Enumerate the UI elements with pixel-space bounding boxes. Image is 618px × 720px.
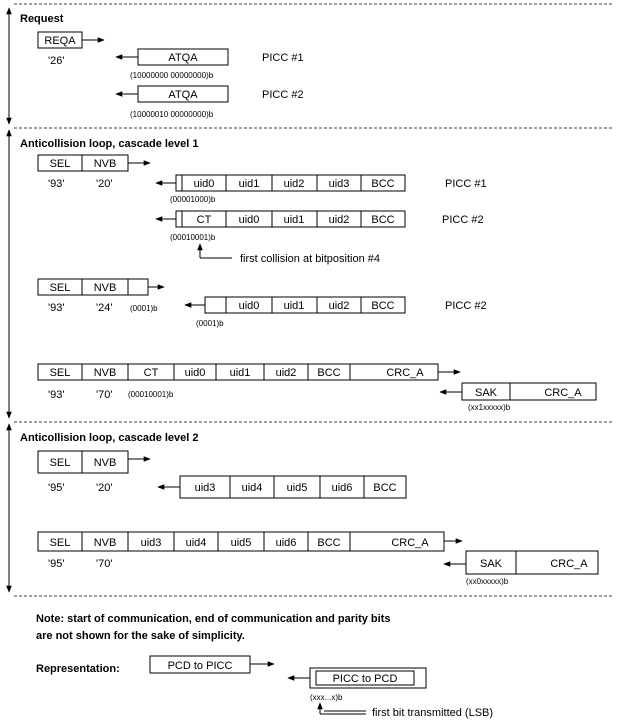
l2-cmd2-cell-3: uid4 xyxy=(185,537,207,549)
collision-note: first collision at bitposition #4 xyxy=(240,253,381,265)
legend-first-bit: first bit transmitted (LSB) xyxy=(372,707,494,719)
l1-resp3-cell-3: BCC xyxy=(371,300,395,312)
l1-resp1-cell-2: uid2 xyxy=(283,178,305,190)
l1-cmd2-sel: SEL xyxy=(49,282,71,294)
note-line-2: are not shown for the sake of simplicity. xyxy=(36,630,245,642)
l1-resp3-bits: (0001)b xyxy=(196,319,224,328)
l2-sak-label: SAK xyxy=(479,558,503,570)
l2-cmd2-frame xyxy=(38,532,462,570)
l1-cmd1-frame xyxy=(38,155,150,190)
l1-cmd3-cell-6: BCC xyxy=(317,367,341,379)
section-title-level2: Anticollision loop, cascade level 2 xyxy=(20,432,199,444)
section-title-request: Request xyxy=(20,13,64,25)
atqa1-picc: PICC #1 xyxy=(262,52,304,64)
l1-resp2-picc: PICC #2 xyxy=(442,214,484,226)
l2-cmd2-cell-6: BCC xyxy=(317,537,341,549)
l2-resp1-cell-2: uid5 xyxy=(286,482,308,494)
l2-cmd2-cell-1: NVB xyxy=(93,537,117,549)
l2-cmd2-cell-7: CRC_A xyxy=(391,537,429,549)
l1-resp3-cell-1: uid1 xyxy=(283,300,305,312)
l2-cmd2-cell-2: uid3 xyxy=(140,537,162,549)
l1-resp3-frame xyxy=(185,297,487,328)
l2-cmd2-sel-code: '95' xyxy=(48,558,65,570)
l1-cmd2-bits: (0001)b xyxy=(130,304,158,313)
l2-cmd1-nvb: NVB xyxy=(93,457,117,469)
l1-sak-crc: CRC_A xyxy=(544,387,582,399)
l2-resp1-cell-3: uid6 xyxy=(331,482,353,494)
collision-pointer xyxy=(200,244,380,265)
l2-cmd1-frame xyxy=(38,451,150,494)
legend-picc-label: PICC to PCD xyxy=(332,673,398,685)
l1-cmd1-nvb-code: '20' xyxy=(96,178,113,190)
l1-sak-bits: (xx1xxxxx)b xyxy=(468,403,511,412)
l1-resp3-cell-0: uid0 xyxy=(238,300,260,312)
l1-resp1-bits: (00001000)b xyxy=(170,195,216,204)
representation-label: Representation: xyxy=(36,663,120,675)
legend-pcd-label: PCD to PICC xyxy=(167,660,233,672)
l2-cmd2-cell-0: SEL xyxy=(49,537,71,549)
l1-cmd3-cell-7: CRC_A xyxy=(386,367,424,379)
l2-resp1-cell-4: BCC xyxy=(373,482,397,494)
l2-cmd1-sel-code: '95' xyxy=(48,482,65,494)
l1-resp2-frame xyxy=(156,211,484,242)
l1-resp1-cell-3: uid3 xyxy=(328,178,350,190)
l1-cmd2-sel-code: '93' xyxy=(48,302,65,314)
l1-cmd2-frame xyxy=(38,279,164,314)
l1-resp3-cell-2: uid2 xyxy=(328,300,350,312)
atqa2-label: ATQA xyxy=(168,89,198,101)
atqa1-bits: (10000000 00000000)b xyxy=(130,71,214,80)
legend-picc-to-pcd xyxy=(288,668,493,719)
reqa-code: '26' xyxy=(48,55,65,67)
l2-sak-bits: (xx0xxxxx)b xyxy=(466,577,509,586)
l2-resp1-frame xyxy=(158,476,406,498)
l1-resp2-cell-1: uid0 xyxy=(238,214,260,226)
atqa2-picc: PICC #2 xyxy=(262,89,304,101)
l1-cmd2-nvb: NVB xyxy=(93,282,117,294)
l1-resp2-cell-3: uid2 xyxy=(328,214,350,226)
section-title-level1: Anticollision loop, cascade level 1 xyxy=(20,138,199,150)
atqa1-frame xyxy=(116,49,304,80)
l2-sak-frame xyxy=(444,551,598,586)
l1-resp1-cell-0: uid0 xyxy=(193,178,215,190)
l2-resp1-cell-0: uid3 xyxy=(194,482,216,494)
l1-resp1-frame xyxy=(156,175,487,204)
l1-resp2-cell-4: BCC xyxy=(371,214,395,226)
l1-cmd3-sel-code: '93' xyxy=(48,389,65,401)
reqa-label: REQA xyxy=(44,35,76,47)
l2-resp1-cell-1: uid4 xyxy=(241,482,263,494)
l1-cmd1-nvb: NVB xyxy=(93,158,117,170)
l2-cmd1-nvb-code: '20' xyxy=(96,482,113,494)
l1-resp2-cell-0: CT xyxy=(196,214,212,226)
note-line-1: Note: start of communication, end of communication and parity bits xyxy=(36,613,391,625)
l1-resp1-picc: PICC #1 xyxy=(445,178,487,190)
l1-resp1-cell-4: BCC xyxy=(371,178,395,190)
l1-cmd3-cell-2: CT xyxy=(143,367,159,379)
l1-cmd3-bits: (00010001)b xyxy=(128,390,174,399)
l1-sak-label: SAK xyxy=(474,387,498,399)
l1-resp2-cell-2: uid1 xyxy=(283,214,305,226)
atqa2-frame xyxy=(116,86,304,119)
l1-cmd2-nvb-code: '24' xyxy=(96,302,113,314)
l1-resp1-cell-1: uid1 xyxy=(238,178,260,190)
atqa2-bits: (10000010 00000000)b xyxy=(130,110,214,119)
reqa-frame xyxy=(38,32,104,67)
l2-cmd2-cell-5: uid6 xyxy=(275,537,297,549)
l2-cmd2-cell-4: uid5 xyxy=(230,537,252,549)
l2-cmd1-sel: SEL xyxy=(49,457,71,469)
l1-cmd3-cell-1: NVB xyxy=(93,367,117,379)
l1-resp3-picc: PICC #2 xyxy=(445,300,487,312)
l1-resp2-bits: (00010001)b xyxy=(170,233,216,242)
l1-cmd1-sel-code: '93' xyxy=(48,178,65,190)
l1-cmd3-frame xyxy=(38,364,460,401)
l1-cmd3-cell-4: uid1 xyxy=(229,367,251,379)
l1-cmd3-nvb-code: '70' xyxy=(96,389,113,401)
l1-cmd1-sel: SEL xyxy=(49,158,71,170)
l1-cmd3-cell-3: uid0 xyxy=(184,367,206,379)
legend-pcd-to-picc xyxy=(150,656,274,673)
atqa1-label: ATQA xyxy=(168,52,198,64)
l1-cmd3-cell-5: uid2 xyxy=(275,367,297,379)
l2-cmd2-nvb-code: '70' xyxy=(96,558,113,570)
legend-bits: (xxx...x)b xyxy=(310,693,343,702)
l2-sak-crc: CRC_A xyxy=(550,558,588,570)
l1-sak-frame xyxy=(440,383,596,412)
l1-cmd3-cell-0: SEL xyxy=(49,367,71,379)
